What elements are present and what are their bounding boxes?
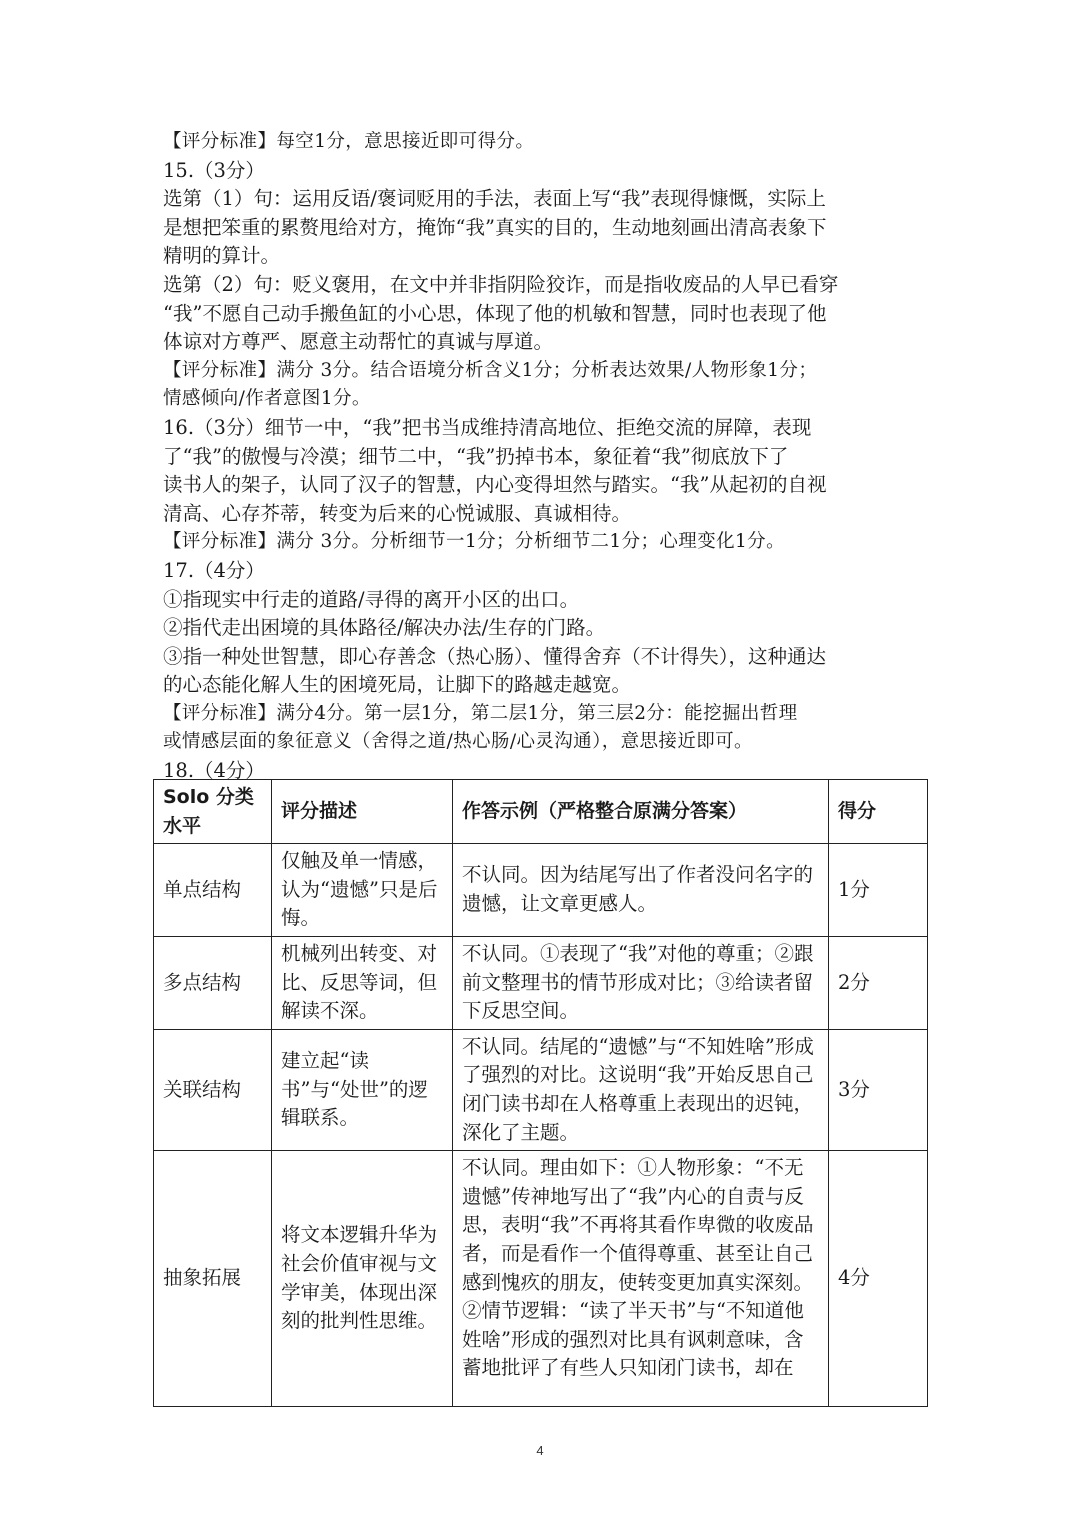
row-example: 不认同。理由如下：①人物形象：“不无遗憾”传神地写出了“我”内心的自责与反思，表明“我”不再将其看作卑微的收废品者，而是看作一个值得尊重、甚至让自己感到愧疚的朋友，使转变更加真实深刻。②情节逻辑：“读了半天书”与“不知道他姓啥”形成的强烈对比具有讽刺意味，含蓄地批评了有些人只知闭门读书，却在 (453, 1151, 829, 1407)
question-15-option-2-line-1: 选第（2）句：贬义褒用，在文中并非指阴险狡诈，而是指收废品的人早已看穿 (163, 272, 839, 296)
grading-criteria-15-line-1: 【评分标准】满分 3分。结合语境分析含义1分；分析表达效果/人物形象1分； (163, 359, 818, 381)
row-level: 抽象拓展 (154, 1151, 272, 1407)
row-description: 机械列出转变、对比、反思等词，但解读不深。 (272, 936, 453, 1029)
question-16-line-3: 读书人的架子，认同了汉子的智慧，内心变得坦然与踏实。“我”从起初的自视 (163, 473, 827, 497)
question-16-line-4: 清高、心存芥蒂，转变为后来的心悦诚服、真诚相待。 (163, 501, 632, 525)
question-15-heading: 15.（3分） (163, 158, 265, 182)
table-row (154, 936, 928, 1029)
question-15-option-1-line-1: 选第（1）句：运用反语/褒词贬用的手法，表面上写“我”表现得慷慨，实际上 (163, 187, 826, 211)
row-example: 不认同。①表现了“我”对他的尊重；②跟前文整理书的情节形成对比；③给读者留下反思空间。 (453, 936, 829, 1029)
table-row (154, 1029, 928, 1150)
solo-grading-table (153, 779, 928, 1407)
header-example: 作答示例（严格整合原满分答案） (453, 780, 829, 844)
question-16-line-1: 16.（3分）细节一中，“我”把书当成维持清高地位、拒绝交流的屏障，表现 (163, 415, 812, 439)
row-score: 1分 (829, 844, 928, 937)
page-number: 4 (536, 1443, 544, 1458)
row-level: 多点结构 (154, 936, 272, 1029)
row-level: 关联结构 (154, 1029, 272, 1150)
question-17-point-1: ①指现实中行走的道路/寻得的离开小区的出口。 (163, 587, 580, 611)
question-15-option-1-line-3: 精明的算计。 (163, 244, 281, 268)
question-17-point-2: ②指代走出困境的具体路径/解决办法/生存的门路。 (163, 616, 606, 640)
header-solo-level: Solo 分类水平 (154, 780, 272, 844)
row-example: 不认同。因为结尾写出了作者没问名字的遗憾，让文章更感人。 (453, 844, 829, 937)
row-description: 仅触及单一情感，认为“遗憾”只是后悔。 (272, 844, 453, 937)
grading-criteria-17-line-2: 或情感层面的象征意义（舍得之道/热心肠/心灵沟通），意思接近即可。 (163, 731, 753, 753)
question-15-option-1-line-2: 是想把笨重的累赘甩给对方，掩饰“我”真实的目的，生动地刻画出清高表象下 (163, 215, 827, 239)
question-17-heading: 17.（4分） (163, 558, 265, 582)
table-row (154, 844, 928, 937)
question-17-point-3-line-2: 的心态能化解人生的困境死局，让脚下的路越走越宽。 (163, 673, 632, 697)
question-18-heading: 18.（4分） (163, 759, 265, 783)
question-17-point-3-line-1: ③指一种处世智慧，即心存善念（热心肠）、懂得舍弃（不计得失），这种通达 (163, 644, 827, 668)
grading-criteria-17-line-1: 【评分标准】满分4分。第一层1分，第二层1分，第三层2分：能挖掘出哲理 (163, 702, 798, 724)
table-row (154, 1151, 928, 1407)
grading-criteria-16: 【评分标准】满分 3分。分析细节一1分；分析细节二1分；心理变化1分。 (163, 531, 785, 553)
table-header-row (154, 780, 928, 844)
row-level: 单点结构 (154, 844, 272, 937)
question-15-option-2-line-3: 体谅对方尊严、愿意主动帮忙的真诚与厚道。 (163, 330, 554, 354)
header-score: 得分 (829, 780, 928, 844)
grading-criteria-14: 【评分标准】每空1分，意思接近即可得分。 (163, 131, 535, 152)
row-description: 将文本逻辑升华为社会价值审视与文学审美，体现出深刻的批判性思维。 (272, 1151, 453, 1407)
question-15-option-2-line-2: “我”不愿自己动手搬鱼缸的小心思，体现了他的机敏和智慧，同时也表现了他 (163, 301, 827, 325)
answer-text-body (163, 128, 928, 786)
row-score: 3分 (829, 1029, 928, 1150)
row-example: 不认同。结尾的“遗憾”与“不知姓啥”形成了强烈的对比。这说明“我”开始反思自己闭门读书却在人格尊重上表现出的迟钝，深化了主题。 (453, 1029, 829, 1150)
row-description: 建立起“读书”与“处世”的逻辑联系。 (272, 1029, 453, 1150)
header-description: 评分描述 (272, 780, 453, 844)
grading-criteria-15-line-2: 情感倾向/作者意图1分。 (163, 388, 371, 410)
row-score: 2分 (829, 936, 928, 1029)
row-score: 4分 (829, 1151, 928, 1407)
question-16-line-2: 了“我”的傲慢与冷漠；细节二中，“我”扔掉书本，象征着“我”彻底放下了 (163, 444, 789, 468)
